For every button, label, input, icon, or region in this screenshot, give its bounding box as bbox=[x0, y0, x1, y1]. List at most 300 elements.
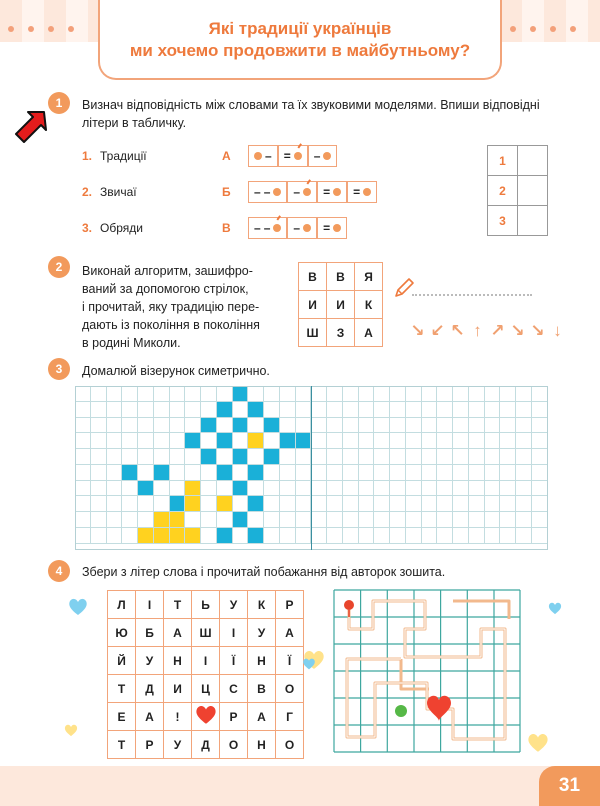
pattern-cell[interactable] bbox=[280, 512, 296, 528]
pattern-cell[interactable] bbox=[390, 449, 406, 465]
pattern-cell[interactable] bbox=[485, 418, 501, 434]
pattern-cell[interactable] bbox=[201, 433, 217, 449]
pattern-cell[interactable] bbox=[532, 449, 548, 465]
pattern-cell[interactable] bbox=[390, 418, 406, 434]
pattern-cell[interactable] bbox=[264, 402, 280, 418]
pattern-cell[interactable] bbox=[201, 528, 217, 544]
pattern-cell[interactable] bbox=[296, 386, 312, 402]
pattern-cell[interactable] bbox=[122, 433, 138, 449]
pattern-cell[interactable] bbox=[374, 449, 390, 465]
pattern-cell[interactable] bbox=[138, 402, 154, 418]
pattern-cell[interactable] bbox=[264, 528, 280, 544]
pattern-cell[interactable] bbox=[422, 386, 438, 402]
pattern-cell[interactable] bbox=[532, 402, 548, 418]
pattern-cell[interactable] bbox=[359, 465, 375, 481]
filled-pattern-cell[interactable] bbox=[248, 402, 264, 418]
pattern-cell[interactable] bbox=[469, 481, 485, 497]
pattern-cell[interactable] bbox=[359, 528, 375, 544]
pattern-cell[interactable] bbox=[406, 386, 422, 402]
filled-pattern-cell[interactable] bbox=[185, 433, 201, 449]
pattern-cell[interactable] bbox=[170, 402, 186, 418]
pattern-cell[interactable] bbox=[359, 433, 375, 449]
pattern-cell[interactable] bbox=[311, 402, 327, 418]
pattern-cell[interactable] bbox=[75, 481, 91, 497]
pattern-cell[interactable] bbox=[264, 481, 280, 497]
filled-pattern-cell[interactable] bbox=[201, 418, 217, 434]
pattern-cell[interactable] bbox=[500, 449, 516, 465]
pattern-cell[interactable] bbox=[343, 433, 359, 449]
filled-pattern-cell[interactable] bbox=[264, 449, 280, 465]
pattern-cell[interactable] bbox=[469, 449, 485, 465]
pattern-cell[interactable] bbox=[374, 512, 390, 528]
pattern-cell[interactable] bbox=[469, 386, 485, 402]
pattern-cell[interactable] bbox=[422, 449, 438, 465]
pattern-cell[interactable] bbox=[311, 496, 327, 512]
pattern-cell[interactable] bbox=[138, 386, 154, 402]
filled-pattern-cell[interactable] bbox=[233, 418, 249, 434]
pattern-cell[interactable] bbox=[170, 449, 186, 465]
pattern-cell[interactable] bbox=[374, 386, 390, 402]
pattern-cell[interactable] bbox=[264, 496, 280, 512]
filled-pattern-cell[interactable] bbox=[138, 481, 154, 497]
pattern-cell[interactable] bbox=[201, 402, 217, 418]
pattern-cell[interactable] bbox=[532, 481, 548, 497]
pattern-cell[interactable] bbox=[500, 512, 516, 528]
pattern-cell[interactable] bbox=[500, 481, 516, 497]
pattern-cell[interactable] bbox=[516, 512, 532, 528]
pattern-cell[interactable] bbox=[422, 512, 438, 528]
pattern-cell[interactable] bbox=[437, 449, 453, 465]
filled-pattern-cell[interactable] bbox=[185, 528, 201, 544]
pattern-cell[interactable] bbox=[437, 418, 453, 434]
pattern-cell[interactable] bbox=[453, 465, 469, 481]
pattern-cell[interactable] bbox=[170, 433, 186, 449]
pattern-cell[interactable] bbox=[485, 449, 501, 465]
pattern-cell[interactable] bbox=[453, 418, 469, 434]
pattern-cell[interactable] bbox=[122, 418, 138, 434]
pattern-cell[interactable] bbox=[469, 433, 485, 449]
pattern-cell[interactable] bbox=[107, 512, 123, 528]
pattern-cell[interactable] bbox=[390, 481, 406, 497]
filled-pattern-cell[interactable] bbox=[122, 465, 138, 481]
pattern-cell[interactable] bbox=[233, 528, 249, 544]
pattern-cell[interactable] bbox=[91, 512, 107, 528]
pattern-cell[interactable] bbox=[327, 433, 343, 449]
pattern-cell[interactable] bbox=[154, 418, 170, 434]
pattern-cell[interactable] bbox=[280, 418, 296, 434]
pattern-cell[interactable] bbox=[390, 528, 406, 544]
pattern-cell[interactable] bbox=[280, 528, 296, 544]
pattern-cell[interactable] bbox=[185, 465, 201, 481]
filled-pattern-cell[interactable] bbox=[170, 496, 186, 512]
pattern-cell[interactable] bbox=[233, 402, 249, 418]
pattern-cell[interactable] bbox=[374, 465, 390, 481]
pattern-cell[interactable] bbox=[516, 402, 532, 418]
pattern-cell[interactable] bbox=[217, 449, 233, 465]
pattern-cell[interactable] bbox=[516, 449, 532, 465]
pattern-cell[interactable] bbox=[327, 465, 343, 481]
pattern-cell[interactable] bbox=[248, 512, 264, 528]
pattern-cell[interactable] bbox=[359, 418, 375, 434]
pattern-cell[interactable] bbox=[185, 418, 201, 434]
pattern-cell[interactable] bbox=[185, 386, 201, 402]
pattern-cell[interactable] bbox=[327, 386, 343, 402]
pattern-cell[interactable] bbox=[280, 481, 296, 497]
pattern-cell[interactable] bbox=[343, 481, 359, 497]
pattern-cell[interactable] bbox=[437, 402, 453, 418]
pattern-cell[interactable] bbox=[280, 386, 296, 402]
pattern-cell[interactable] bbox=[311, 528, 327, 544]
pattern-cell[interactable] bbox=[516, 465, 532, 481]
pattern-cell[interactable] bbox=[437, 386, 453, 402]
pattern-cell[interactable] bbox=[516, 433, 532, 449]
answer-cell[interactable] bbox=[518, 146, 548, 176]
pattern-cell[interactable] bbox=[75, 418, 91, 434]
pattern-cell[interactable] bbox=[485, 433, 501, 449]
filled-pattern-cell[interactable] bbox=[233, 386, 249, 402]
filled-pattern-cell[interactable] bbox=[170, 528, 186, 544]
pattern-cell[interactable] bbox=[233, 465, 249, 481]
pattern-cell[interactable] bbox=[469, 496, 485, 512]
pattern-cell[interactable] bbox=[500, 465, 516, 481]
pattern-cell[interactable] bbox=[138, 433, 154, 449]
pattern-cell[interactable] bbox=[500, 528, 516, 544]
pattern-cell[interactable] bbox=[107, 402, 123, 418]
pattern-cell[interactable] bbox=[217, 512, 233, 528]
pattern-cell[interactable] bbox=[374, 433, 390, 449]
filled-pattern-cell[interactable] bbox=[248, 496, 264, 512]
pattern-cell[interactable] bbox=[122, 402, 138, 418]
pattern-cell[interactable] bbox=[107, 386, 123, 402]
pattern-cell[interactable] bbox=[327, 496, 343, 512]
filled-pattern-cell[interactable] bbox=[217, 433, 233, 449]
pattern-cell[interactable] bbox=[453, 481, 469, 497]
pattern-cell[interactable] bbox=[264, 512, 280, 528]
pattern-cell[interactable] bbox=[138, 418, 154, 434]
filled-pattern-cell[interactable] bbox=[154, 528, 170, 544]
pattern-cell[interactable] bbox=[280, 465, 296, 481]
answer-cell[interactable] bbox=[518, 206, 548, 236]
pattern-cell[interactable] bbox=[516, 418, 532, 434]
pattern-cell[interactable] bbox=[485, 465, 501, 481]
pattern-cell[interactable] bbox=[264, 433, 280, 449]
pattern-cell[interactable] bbox=[453, 449, 469, 465]
pattern-cell[interactable] bbox=[296, 465, 312, 481]
pattern-cell[interactable] bbox=[453, 512, 469, 528]
pattern-cell[interactable] bbox=[422, 418, 438, 434]
pattern-cell[interactable] bbox=[296, 528, 312, 544]
pattern-cell[interactable] bbox=[107, 433, 123, 449]
pattern-cell[interactable] bbox=[91, 433, 107, 449]
pattern-cell[interactable] bbox=[406, 481, 422, 497]
answer-cell[interactable] bbox=[518, 176, 548, 206]
pattern-cell[interactable] bbox=[532, 496, 548, 512]
pattern-cell[interactable] bbox=[406, 418, 422, 434]
pattern-cell[interactable] bbox=[91, 496, 107, 512]
pattern-cell[interactable] bbox=[201, 512, 217, 528]
pattern-cell[interactable] bbox=[248, 481, 264, 497]
pattern-cell[interactable] bbox=[75, 528, 91, 544]
pattern-cell[interactable] bbox=[422, 481, 438, 497]
pattern-cell[interactable] bbox=[390, 512, 406, 528]
pattern-cell[interactable] bbox=[107, 496, 123, 512]
pattern-cell[interactable] bbox=[170, 418, 186, 434]
pattern-cell[interactable] bbox=[500, 433, 516, 449]
pattern-cell[interactable] bbox=[359, 449, 375, 465]
pattern-cell[interactable] bbox=[437, 528, 453, 544]
pattern-cell[interactable] bbox=[107, 481, 123, 497]
pattern-cell[interactable] bbox=[390, 386, 406, 402]
pattern-cell[interactable] bbox=[75, 496, 91, 512]
pattern-cell[interactable] bbox=[154, 496, 170, 512]
pattern-cell[interactable] bbox=[485, 481, 501, 497]
pattern-cell[interactable] bbox=[185, 449, 201, 465]
pattern-cell[interactable] bbox=[91, 418, 107, 434]
pattern-cell[interactable] bbox=[122, 528, 138, 544]
pattern-cell[interactable] bbox=[296, 402, 312, 418]
pattern-cell[interactable] bbox=[469, 512, 485, 528]
pattern-cell[interactable] bbox=[280, 496, 296, 512]
pattern-cell[interactable] bbox=[374, 418, 390, 434]
pattern-cell[interactable] bbox=[532, 418, 548, 434]
filled-pattern-cell[interactable] bbox=[296, 433, 312, 449]
pattern-cell[interactable] bbox=[154, 402, 170, 418]
pattern-cell[interactable] bbox=[469, 402, 485, 418]
pattern-cell[interactable] bbox=[138, 496, 154, 512]
filled-pattern-cell[interactable] bbox=[217, 402, 233, 418]
pattern-cell[interactable] bbox=[122, 386, 138, 402]
filled-pattern-cell[interactable] bbox=[233, 512, 249, 528]
pattern-cell[interactable] bbox=[453, 528, 469, 544]
pattern-cell[interactable] bbox=[154, 386, 170, 402]
pattern-cell[interactable] bbox=[170, 386, 186, 402]
pattern-cell[interactable] bbox=[374, 528, 390, 544]
pattern-cell[interactable] bbox=[485, 528, 501, 544]
pattern-cell[interactable] bbox=[280, 402, 296, 418]
pattern-cell[interactable] bbox=[327, 512, 343, 528]
pattern-cell[interactable] bbox=[500, 386, 516, 402]
pattern-cell[interactable] bbox=[532, 528, 548, 544]
pattern-cell[interactable] bbox=[343, 465, 359, 481]
pattern-cell[interactable] bbox=[422, 465, 438, 481]
filled-pattern-cell[interactable] bbox=[170, 512, 186, 528]
pattern-cell[interactable] bbox=[327, 418, 343, 434]
pattern-cell[interactable] bbox=[107, 465, 123, 481]
pattern-cell[interactable] bbox=[201, 481, 217, 497]
pattern-cell[interactable] bbox=[185, 402, 201, 418]
pattern-cell[interactable] bbox=[343, 449, 359, 465]
pattern-cell[interactable] bbox=[485, 496, 501, 512]
pattern-cell[interactable] bbox=[422, 402, 438, 418]
pattern-cell[interactable] bbox=[122, 512, 138, 528]
answer-write-line[interactable] bbox=[412, 294, 532, 296]
pattern-cell[interactable] bbox=[437, 481, 453, 497]
pattern-cell[interactable] bbox=[264, 465, 280, 481]
pattern-cell[interactable] bbox=[217, 386, 233, 402]
pattern-cell[interactable] bbox=[311, 481, 327, 497]
pattern-cell[interactable] bbox=[406, 402, 422, 418]
pattern-cell[interactable] bbox=[453, 496, 469, 512]
filled-pattern-cell[interactable] bbox=[233, 481, 249, 497]
filled-pattern-cell[interactable] bbox=[264, 418, 280, 434]
pattern-cell[interactable] bbox=[359, 386, 375, 402]
pattern-cell[interactable] bbox=[311, 465, 327, 481]
pattern-cell[interactable] bbox=[91, 449, 107, 465]
pattern-cell[interactable] bbox=[296, 418, 312, 434]
pattern-cell[interactable] bbox=[343, 512, 359, 528]
pattern-cell[interactable] bbox=[280, 449, 296, 465]
pattern-cell[interactable] bbox=[327, 402, 343, 418]
pattern-cell[interactable] bbox=[248, 386, 264, 402]
pattern-cell[interactable] bbox=[359, 402, 375, 418]
pattern-cell[interactable] bbox=[390, 433, 406, 449]
pattern-cell[interactable] bbox=[343, 528, 359, 544]
pattern-cell[interactable] bbox=[296, 481, 312, 497]
pattern-cell[interactable] bbox=[122, 449, 138, 465]
pattern-cell[interactable] bbox=[75, 465, 91, 481]
pattern-cell[interactable] bbox=[170, 481, 186, 497]
pattern-cell[interactable] bbox=[437, 433, 453, 449]
filled-pattern-cell[interactable] bbox=[248, 465, 264, 481]
pattern-cell[interactable] bbox=[374, 496, 390, 512]
pattern-cell[interactable] bbox=[469, 465, 485, 481]
filled-pattern-cell[interactable] bbox=[201, 449, 217, 465]
filled-pattern-cell[interactable] bbox=[185, 481, 201, 497]
pattern-cell[interactable] bbox=[343, 402, 359, 418]
pattern-cell[interactable] bbox=[311, 433, 327, 449]
pattern-cell[interactable] bbox=[343, 418, 359, 434]
pattern-cell[interactable] bbox=[532, 465, 548, 481]
pattern-cell[interactable] bbox=[327, 481, 343, 497]
pattern-cell[interactable] bbox=[485, 512, 501, 528]
pattern-cell[interactable] bbox=[532, 386, 548, 402]
filled-pattern-cell[interactable] bbox=[185, 496, 201, 512]
pattern-cell[interactable] bbox=[343, 496, 359, 512]
pattern-cell[interactable] bbox=[296, 496, 312, 512]
pattern-cell[interactable] bbox=[453, 433, 469, 449]
pattern-cell[interactable] bbox=[91, 465, 107, 481]
pattern-cell[interactable] bbox=[469, 528, 485, 544]
pattern-cell[interactable] bbox=[516, 481, 532, 497]
pencil-icon[interactable] bbox=[392, 276, 416, 300]
filled-pattern-cell[interactable] bbox=[233, 449, 249, 465]
pattern-cell[interactable] bbox=[359, 496, 375, 512]
pattern-cell[interactable] bbox=[170, 465, 186, 481]
pattern-cell[interactable] bbox=[516, 386, 532, 402]
maze-grid[interactable] bbox=[333, 589, 521, 753]
pattern-cell[interactable] bbox=[75, 386, 91, 402]
pattern-cell[interactable] bbox=[500, 402, 516, 418]
pattern-cell[interactable] bbox=[248, 418, 264, 434]
pattern-cell[interactable] bbox=[500, 418, 516, 434]
pattern-cell[interactable] bbox=[485, 386, 501, 402]
pattern-cell[interactable] bbox=[91, 481, 107, 497]
pattern-cell[interactable] bbox=[532, 512, 548, 528]
pattern-cell[interactable] bbox=[91, 528, 107, 544]
pattern-cell[interactable] bbox=[154, 449, 170, 465]
pattern-cell[interactable] bbox=[500, 496, 516, 512]
pattern-cell[interactable] bbox=[453, 402, 469, 418]
pattern-cell[interactable] bbox=[217, 418, 233, 434]
filled-pattern-cell[interactable] bbox=[280, 433, 296, 449]
pattern-cell[interactable] bbox=[107, 418, 123, 434]
pattern-cell[interactable] bbox=[107, 528, 123, 544]
pattern-cell[interactable] bbox=[217, 481, 233, 497]
pattern-cell[interactable] bbox=[422, 433, 438, 449]
pattern-cell[interactable] bbox=[138, 512, 154, 528]
pattern-cell[interactable] bbox=[327, 449, 343, 465]
pattern-cell[interactable] bbox=[75, 433, 91, 449]
pattern-cell[interactable] bbox=[138, 465, 154, 481]
pattern-cell[interactable] bbox=[437, 512, 453, 528]
filled-pattern-cell[interactable] bbox=[154, 512, 170, 528]
pattern-cell[interactable] bbox=[390, 496, 406, 512]
pattern-cell[interactable] bbox=[122, 496, 138, 512]
pattern-cell[interactable] bbox=[390, 465, 406, 481]
pattern-cell[interactable] bbox=[296, 512, 312, 528]
filled-pattern-cell[interactable] bbox=[248, 433, 264, 449]
pattern-cell[interactable] bbox=[311, 512, 327, 528]
pattern-cell[interactable] bbox=[75, 402, 91, 418]
pattern-cell[interactable] bbox=[233, 433, 249, 449]
pattern-cell[interactable] bbox=[406, 528, 422, 544]
pattern-cell[interactable] bbox=[406, 465, 422, 481]
pattern-cell[interactable] bbox=[359, 512, 375, 528]
pattern-cell[interactable] bbox=[201, 386, 217, 402]
pattern-cell[interactable] bbox=[437, 496, 453, 512]
pattern-cell[interactable] bbox=[75, 449, 91, 465]
filled-pattern-cell[interactable] bbox=[217, 465, 233, 481]
pattern-cell[interactable] bbox=[264, 386, 280, 402]
pattern-cell[interactable] bbox=[453, 386, 469, 402]
pattern-cell[interactable] bbox=[122, 481, 138, 497]
pattern-cell[interactable] bbox=[374, 481, 390, 497]
filled-pattern-cell[interactable] bbox=[248, 528, 264, 544]
filled-pattern-cell[interactable] bbox=[138, 528, 154, 544]
pattern-cell[interactable] bbox=[296, 449, 312, 465]
pattern-cell[interactable] bbox=[532, 433, 548, 449]
pattern-cell[interactable] bbox=[516, 528, 532, 544]
pattern-cell[interactable] bbox=[406, 449, 422, 465]
pattern-cell[interactable] bbox=[311, 386, 327, 402]
pattern-cell[interactable] bbox=[327, 528, 343, 544]
filled-pattern-cell[interactable] bbox=[154, 465, 170, 481]
filled-pattern-cell[interactable] bbox=[217, 496, 233, 512]
pattern-cell[interactable] bbox=[154, 481, 170, 497]
pattern-cell[interactable] bbox=[233, 496, 249, 512]
pattern-cell[interactable] bbox=[107, 449, 123, 465]
pattern-cell[interactable] bbox=[201, 465, 217, 481]
pattern-cell[interactable] bbox=[469, 418, 485, 434]
pattern-cell[interactable] bbox=[91, 402, 107, 418]
pattern-cell[interactable] bbox=[406, 496, 422, 512]
pattern-cell[interactable] bbox=[201, 496, 217, 512]
pattern-cell[interactable] bbox=[311, 449, 327, 465]
pattern-cell[interactable] bbox=[390, 402, 406, 418]
pattern-cell[interactable] bbox=[516, 496, 532, 512]
filled-pattern-cell[interactable] bbox=[217, 528, 233, 544]
pattern-cell[interactable] bbox=[406, 512, 422, 528]
pattern-cell[interactable] bbox=[374, 402, 390, 418]
pattern-cell[interactable] bbox=[422, 496, 438, 512]
pattern-cell[interactable] bbox=[154, 433, 170, 449]
pattern-cell[interactable] bbox=[485, 402, 501, 418]
pattern-cell[interactable] bbox=[248, 449, 264, 465]
pattern-cell[interactable] bbox=[437, 465, 453, 481]
pattern-cell[interactable] bbox=[91, 386, 107, 402]
pattern-cell[interactable] bbox=[75, 512, 91, 528]
pattern-cell[interactable] bbox=[343, 386, 359, 402]
